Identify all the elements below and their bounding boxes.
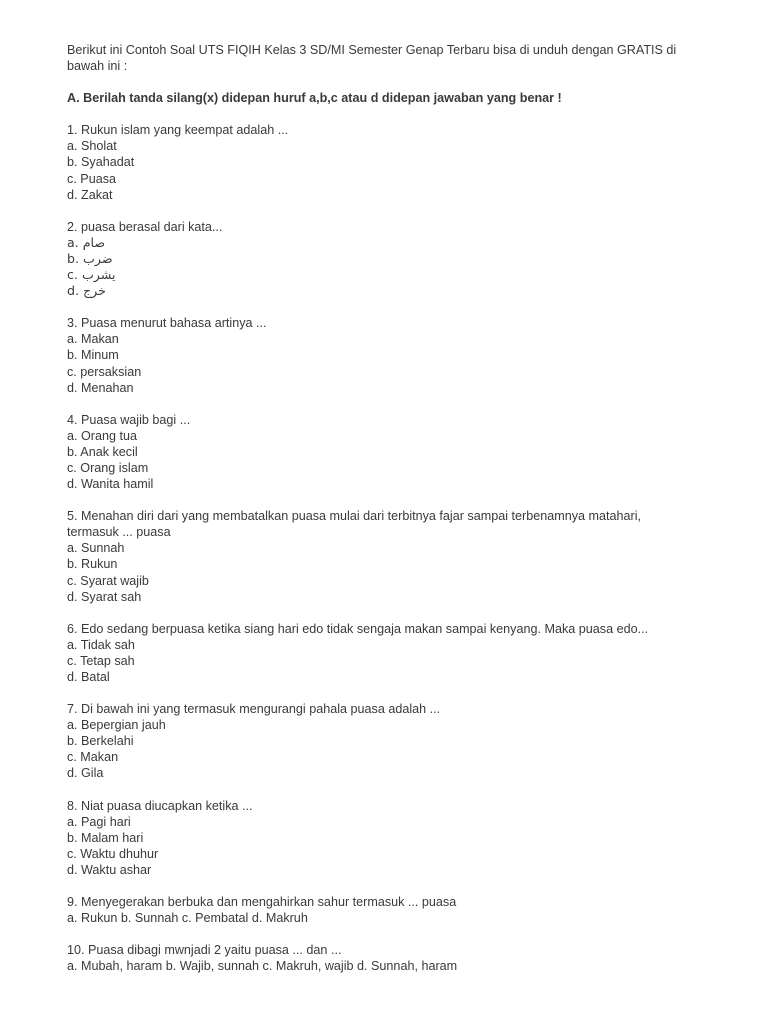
option-c: c. Puasa xyxy=(67,171,117,186)
option-b: b. Minum xyxy=(67,348,119,363)
option-a: a. صام xyxy=(67,234,106,250)
option-b: b. Rukun xyxy=(67,557,118,572)
question-6 xyxy=(67,621,707,685)
option-c: c. Orang islam xyxy=(67,460,149,475)
question-text: 9. Menyegerakan berbuka dan mengahirkan sahur termasuk ... puasa xyxy=(67,895,457,910)
question-4 xyxy=(67,412,707,492)
question-text: 1. Rukun islam yang keempat adalah ... xyxy=(67,123,289,138)
option-c: c. Waktu dhuhur xyxy=(67,846,159,861)
question-5 xyxy=(67,508,707,605)
option-d: d. Wanita hamil xyxy=(67,477,154,492)
option-b: b. Berkelahi xyxy=(67,734,134,749)
question-text: 5. Menahan diri dari yang membatalkan puasa mulai dari terbitnya fajar sampai terbenamnya matahari, termasuk ... puasa xyxy=(67,509,642,540)
question-2 xyxy=(67,219,707,299)
question-text: 6. Edo sedang berpuasa ketika siang hari edo tidak sengaja makan sampai kenyang. Maka puasa edo... xyxy=(67,621,649,636)
question-text: 4. Puasa wajib bagi ... xyxy=(67,412,191,427)
option-d: d. Batal xyxy=(67,670,110,684)
option-b: b. ضرب xyxy=(67,250,113,266)
option-d: d. خرج xyxy=(67,283,106,299)
question-text: 7. Di bawah ini yang termasuk mengurangi pahala puasa adalah ... xyxy=(67,702,441,717)
options-inline: a. Mubah, haram b. Wajib, sunnah c. Makruh, wajib d. Sunnah, haram xyxy=(67,959,458,974)
question-1 xyxy=(67,122,707,202)
question-9 xyxy=(67,894,707,926)
option-d: d. Gila xyxy=(67,766,104,781)
option-a: a. Tidak sah xyxy=(67,637,135,652)
option-c: c. persaksian xyxy=(67,364,142,379)
question-8 xyxy=(67,798,707,878)
option-c: c. Tetap sah xyxy=(67,653,135,668)
question-text: 10. Puasa dibagi mwnjadi 2 yaitu puasa ... dan ... xyxy=(67,943,342,958)
option-a: a. Pagi hari xyxy=(67,814,131,829)
option-d: d. Menahan xyxy=(67,380,134,395)
option-a: a. Sholat xyxy=(67,139,117,154)
question-7 xyxy=(67,701,707,781)
option-a: a. Sunnah xyxy=(67,541,125,556)
option-c: c. يشرب xyxy=(67,267,116,283)
option-a: a. Bepergian jauh xyxy=(67,718,166,733)
option-b: b. Malam hari xyxy=(67,830,144,845)
question-text: 3. Puasa menurut bahasa artinya ... xyxy=(67,316,267,331)
instruction-heading: A. Berilah tanda silang(x) didepan huruf a,b,c atau d didepan jawaban yang benar ! xyxy=(67,91,562,106)
option-c: c. Makan xyxy=(67,750,119,765)
document-page xyxy=(67,42,707,990)
option-a: a. Makan xyxy=(67,332,119,347)
option-a: a. Orang tua xyxy=(67,428,138,443)
question-text: 2. puasa berasal dari kata... xyxy=(67,219,223,234)
intro-text: Berikut ini Contoh Soal UTS FIQIH Kelas 3 SD/MI Semester Genap Terbaru bisa di unduh dengan GRATIS di bawah ini : xyxy=(67,43,677,74)
option-d: d. Waktu ashar xyxy=(67,862,152,877)
question-3 xyxy=(67,315,707,395)
option-d: d. Syarat sah xyxy=(67,589,142,604)
question-10 xyxy=(67,942,707,974)
option-b: b. Anak kecil xyxy=(67,444,138,459)
question-text: 8. Niat puasa diucapkan ketika ... xyxy=(67,798,253,813)
option-b: b. Syahadat xyxy=(67,155,135,170)
option-c: c. Syarat wajib xyxy=(67,573,149,588)
options-inline: a. Rukun b. Sunnah c. Pembatal d. Makruh xyxy=(67,911,308,926)
option-d: d. Zakat xyxy=(67,187,113,202)
